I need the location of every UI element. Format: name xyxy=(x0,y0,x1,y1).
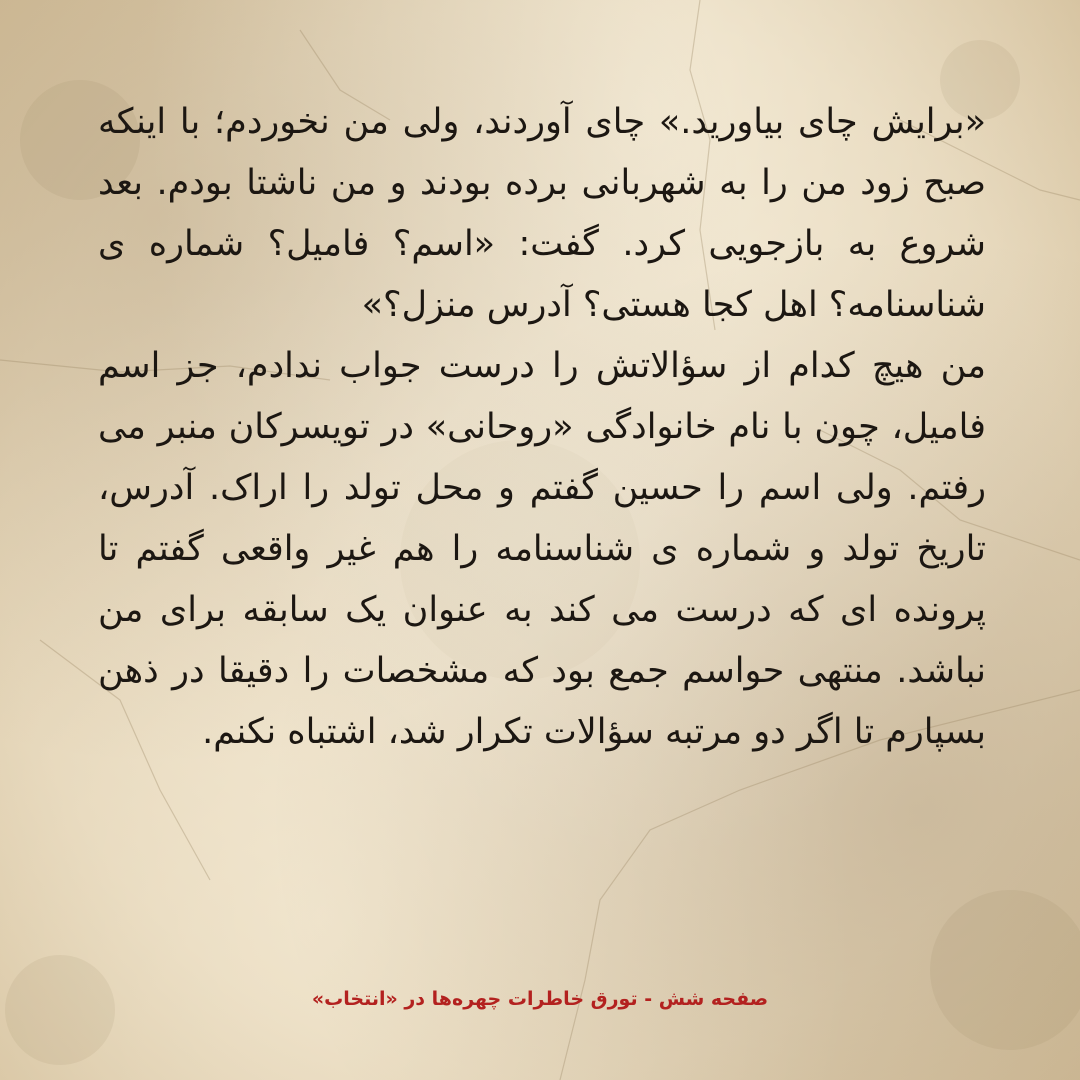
memoir-text-block xyxy=(98,92,986,763)
page-source-caption: صفحه شش - تورق خاطرات چهره‌ها در «انتخاب» xyxy=(311,988,769,1010)
memoir-paragraph-2: من هیچ کدام از سؤالاتش را درست جواب ندادم، جز اسم فامیل، چون با نام خانوادگی «روحانی» در تویسرکان منبر می رفتم. ولی اسم را حسین گفتم و محل تولد را اراک. آدرس، تاریخ تولد و شماره ی شناسنامه را هم غیر واقعی گفتم تا پرونده ای که درست می کند به عنوان یک سابقه برای من نباشد. منتهی حواسم جمع بود که مشخصات را دقیقا در ذهن بسپارم تا اگر دو مرتبه سؤالات تکرار شد، اشتباه نکنم. xyxy=(98,346,986,752)
memoir-paragraph-1: «برایش چای بیاورید.» چای آوردند، ولی من نخوردم؛ با اینکه صبح زود من را به شهربانی برده بودند و من ناشتا بودم. بعد شروع به بازجویی کرد. گفت: «اسم؟ فامیل؟ شماره ی شناسنامه؟ اهل کجا هستی؟ آدرس منزل؟» xyxy=(98,102,986,325)
